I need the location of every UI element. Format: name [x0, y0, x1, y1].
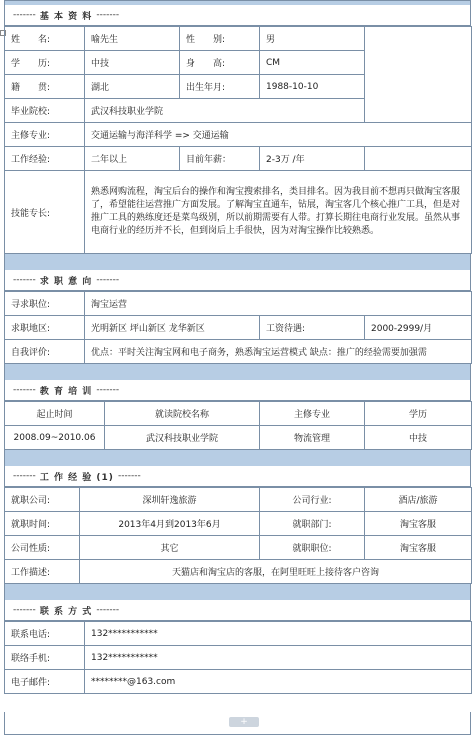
edu-period: 2008.09~2010.06: [5, 426, 105, 450]
edu-value: 中技: [85, 51, 180, 75]
dept-label: 就职部门:: [260, 512, 365, 536]
dept-value: 淘宝客服: [365, 512, 472, 536]
section-title: 基 本 资 料: [39, 11, 93, 22]
exp-value: 二年以上: [85, 147, 180, 171]
height-label: 身 高:: [180, 51, 260, 75]
contact-table: [4, 621, 472, 694]
intent-salary-label: 工资待遇:: [260, 316, 365, 340]
origin-label: 籍 贯:: [5, 75, 85, 99]
section-contact-header: [4, 600, 471, 621]
phone-value: 132***********: [85, 622, 472, 646]
dash: -------: [118, 471, 141, 481]
area-value: 光明新区 坪山新区 龙华新区: [85, 316, 260, 340]
table-row: [5, 426, 472, 450]
section-title: 求 职 意 向: [39, 276, 93, 287]
edu-header-period: 起止时间: [5, 402, 105, 426]
height-value: CM: [260, 51, 365, 75]
position-value: 淘宝运营: [85, 292, 472, 316]
company-label: 就职公司:: [5, 488, 80, 512]
resume-page: [4, 0, 471, 736]
eval-value: 优点：平时关注淘宝网和电子商务，熟悉淘宝运营模式 缺点：推广的经验需要加强需: [85, 340, 472, 364]
band: [4, 450, 471, 466]
edu-degree: 中技: [365, 426, 472, 450]
job-label: 就职职位:: [260, 536, 365, 560]
skills-label: 技能专长:: [5, 171, 85, 254]
dash: -------: [13, 471, 36, 481]
email-label: 电子邮件:: [5, 670, 85, 694]
section-basic-header: [4, 5, 471, 26]
dash: -------: [13, 275, 36, 285]
dash: -------: [96, 275, 120, 285]
expand-plus-icon[interactable]: +: [229, 717, 259, 727]
school-value: 武汉科技职业学院: [85, 99, 365, 123]
area-label: 求职地区:: [5, 316, 85, 340]
position-label: 寻求职位:: [5, 292, 85, 316]
band: [4, 364, 471, 380]
desc-value: 天猫店和淘宝店的客服，在阿里旺旺上接待客户咨询: [80, 560, 472, 584]
gender-value: 男: [260, 27, 365, 51]
job-value: 淘宝客服: [365, 536, 472, 560]
gender-label: 性 别:: [180, 27, 260, 51]
exp-label: 工作经验:: [5, 147, 85, 171]
nature-value: 其它: [80, 536, 260, 560]
dash: -------: [13, 385, 36, 395]
name-label: 姓 名:: [5, 27, 85, 51]
salary-label: 目前年薪：: [180, 147, 260, 171]
email-value: ********@163.com: [85, 670, 472, 694]
industry-value: 酒店/旅游: [365, 488, 472, 512]
section-education-header: [4, 380, 471, 401]
dash: -------: [96, 605, 120, 615]
edu-header-school: 就读院校名称: [105, 402, 260, 426]
mobile-label: 联络手机:: [5, 646, 85, 670]
salary-value: 2-3万 /年: [260, 147, 365, 171]
period-label: 就职时间:: [5, 512, 80, 536]
company-value: 深圳轩逸旅游: [80, 488, 260, 512]
major-label: 主修专业:: [5, 123, 85, 147]
phone-label: 联系电话:: [5, 622, 85, 646]
section-intent-header: [4, 270, 471, 291]
name-value: 喻先生: [85, 27, 180, 51]
band: [4, 584, 471, 600]
footer: [4, 712, 471, 735]
intent-salary-value: 2000-2999/月: [365, 316, 472, 340]
origin-value: 湖北: [85, 75, 180, 99]
birth-label: 出生年月:: [180, 75, 260, 99]
edu-school: 武汉科技职业学院: [105, 426, 260, 450]
edu-label: 学 历:: [5, 51, 85, 75]
section-title: 工 作 经 验 (1): [39, 472, 114, 483]
work-table: [4, 487, 472, 584]
period-value: 2013年4月到2013年6月: [80, 512, 260, 536]
empty-cell: [365, 147, 472, 171]
dash: -------: [13, 10, 36, 20]
section-title: 教 育 培 训: [39, 386, 93, 397]
edu-header-major: 主修专业: [260, 402, 365, 426]
school-label: 毕业院校:: [5, 99, 85, 123]
dash: -------: [96, 10, 120, 20]
mobile-value: 132***********: [85, 646, 472, 670]
major-value: 交通运输与海洋科学 => 交通运输: [85, 123, 472, 147]
dash: -------: [96, 385, 120, 395]
nature-label: 公司性质:: [5, 536, 80, 560]
edu-header-degree: 学历: [365, 402, 472, 426]
desc-label: 工作描述:: [5, 560, 80, 584]
eval-label: 自我评价:: [5, 340, 85, 364]
skills-value: 熟悉网购流程，淘宝后台的操作和淘宝搜索排名，类目排名。因为我目前不想再只做淘宝客服了，希望能往运营推广方面发展。了解淘宝直通车，钻展，淘宝客几个核心推广工具，但是对推广工具的熟练度还是菜鸟级别，所以前期需要有人带。打算长期往电商行业发展。虽然从事电商行业的经历并不长，但到岗后上手很快，因为对淘宝操作比较熟悉。: [85, 171, 472, 254]
section-title: 联 系 方 式: [39, 606, 93, 617]
photo-box: [365, 27, 472, 123]
edu-major: 物流管理: [260, 426, 365, 450]
education-table: [4, 401, 472, 450]
birth-value: 1988-10-10: [260, 75, 365, 99]
basic-table: [4, 26, 472, 254]
dash: -------: [13, 605, 36, 615]
section-work-header: [4, 466, 471, 487]
intent-table: [4, 291, 472, 364]
industry-label: 公司行业:: [260, 488, 365, 512]
band: [4, 254, 471, 270]
